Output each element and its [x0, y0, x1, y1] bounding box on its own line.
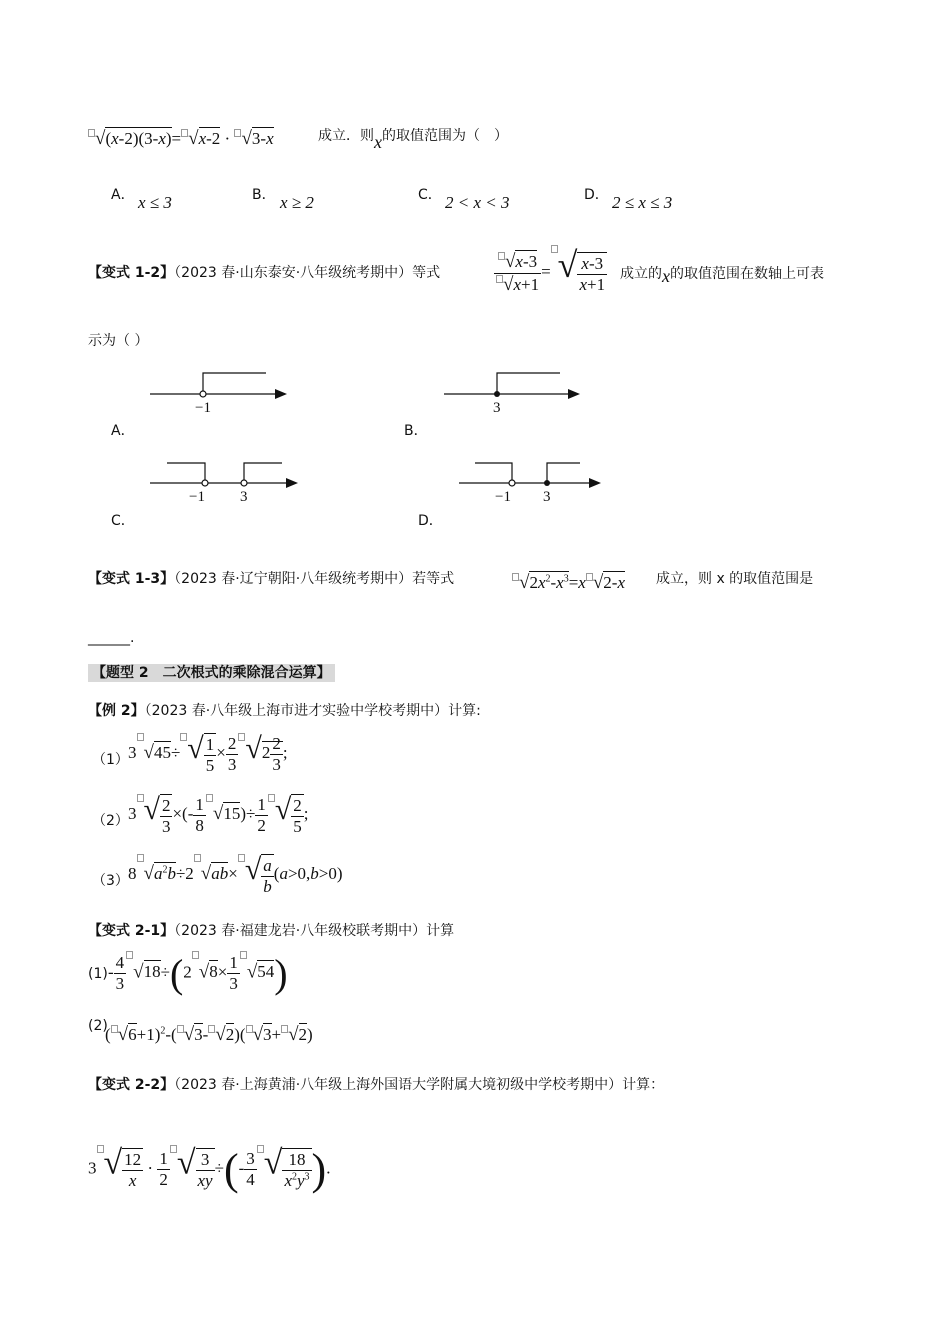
open-point-icon — [200, 391, 206, 397]
example-2-expr-2: 3 √ $\frac{2}{3}$ ×(- $\frac{1}{8}$ √15)÷ $\frac{1}{2}$ √ $\frac{2}{5}$ ; — [128, 793, 309, 836]
variant-2-1-expr-2: ( √6+1)$^2$-( √3- √2)( √3+ √2) — [105, 1024, 313, 1045]
q1-2-heading: 【变式 1-2】（2023 春·山东泰安·八年级统考期中）等式 — [88, 265, 441, 281]
tick-label: −1 — [195, 400, 211, 415]
variant-2-1-item-2-label: (2) — [88, 1018, 108, 1034]
q1-1-stem-text: 成立．则x的取值范围为（ ） — [318, 128, 508, 152]
example-2-expr-3: 8 $√a^2b\div 2$ √ab× √ $\frac{a}{b}$ (a>0,b>0) — [128, 853, 343, 896]
q1-1-option-d-label[interactable]: D． — [584, 187, 609, 203]
tick-label: −1 — [189, 489, 205, 505]
tick-label: 3 — [493, 400, 501, 415]
example-2-expr-1: 3 √45÷ √ $\frac{1}{5}$ × $\frac{2}{3}$ √2 $\frac{2}{3}$ ; — [128, 732, 288, 775]
variant-2-2-expr: 3 √ $\frac{12}{x}$ · $\frac{1}{2}$ √ $\frac{3}{xy}$ ÷(- $\frac{3}{4}$ √ $\frac{18}{x^2y^3}$ ). — [88, 1144, 331, 1194]
example-2-item-3-label: （3） — [92, 873, 129, 889]
example-2-item-1-label: （1） — [92, 752, 129, 768]
q1-2-option-d-label[interactable]: D． — [418, 513, 443, 529]
variant-2-1-expr-1: - $\frac{4}{3}$ √18÷(2 √8× $\frac{1}{3}$ √54) — [108, 951, 288, 996]
q1-1-option-a-label[interactable]: A． — [111, 187, 135, 203]
number-line-d[interactable] — [455, 455, 610, 505]
q1-2-option-c-label[interactable]: C． — [111, 513, 135, 529]
q1-2-stem-line2: 示为（ ） — [88, 333, 149, 349]
q1-2-stem-tail: 成立的x的取值范围在数轴上可表 — [620, 266, 824, 286]
q1-2-option-b-label[interactable]: B． — [404, 423, 428, 439]
tick-label: 3 — [543, 489, 551, 505]
number-line-b[interactable] — [440, 365, 590, 415]
q1-1-option-c-label[interactable]: C． — [418, 187, 442, 203]
tick-label: −1 — [495, 489, 511, 505]
q1-2-equation: $\frac{√x-3}{√x+1}$ = √ $\frac{x-3}{x+1}$ — [494, 244, 607, 296]
answer-blank[interactable]: ______. — [88, 630, 135, 646]
open-point-icon — [202, 480, 208, 486]
radical-placeholder-icon — [88, 129, 95, 137]
number-line-a[interactable] — [145, 365, 295, 415]
open-point-icon — [509, 480, 515, 486]
q1-1-option-a-expr[interactable]: x ≤ 3 — [138, 193, 172, 212]
example-2-heading: 【例 2】（2023 春·八年级上海市进才实验中学校考期中）计算: — [88, 703, 481, 719]
q1-1-option-d-expr[interactable]: 2 ≤ x ≤ 3 — [612, 193, 673, 212]
tick-label: 3 — [240, 489, 248, 505]
q1-1-equation: √(x-2)(3-x)= √x-2 · √3-x — [88, 128, 274, 150]
variant-2-1-heading: 【变式 2-1】（2023 春·福建龙岩·八年级校联考期中）计算 — [88, 923, 455, 939]
open-point-icon — [241, 480, 247, 486]
variant-2-2-heading: 【变式 2-2】（2023 春·上海黄浦·八年级上海外国语大学附属大境初级中学校考期中）计算： — [88, 1077, 665, 1093]
q1-2-option-a-label[interactable]: A． — [111, 423, 135, 439]
variant-2-1-item-1-label: (1) — [88, 966, 108, 982]
q1-1-option-c-expr[interactable]: 2 < x < 3 — [445, 193, 510, 212]
section-title: 【题型 2 二次根式的乘除混合运算】 — [88, 662, 335, 682]
q1-3-heading: 【变式 1-3】（2023 春·辽宁朝阳·八年级统考期中）若等式 — [88, 571, 455, 587]
example-2-item-2-label: （2） — [92, 813, 129, 829]
closed-point-icon — [494, 391, 500, 397]
q1-1-option-b-expr[interactable]: x ≥ 2 — [280, 193, 314, 212]
q1-3-equation: $√2x^2-x^3=x$ √2-x — [512, 572, 625, 594]
q1-1-option-b-label[interactable]: B． — [252, 187, 276, 203]
q1-3-stem-tail: 成立，则 x 的取值范围是 — [656, 571, 814, 587]
closed-point-icon — [544, 480, 550, 486]
number-line-c[interactable] — [145, 455, 305, 505]
